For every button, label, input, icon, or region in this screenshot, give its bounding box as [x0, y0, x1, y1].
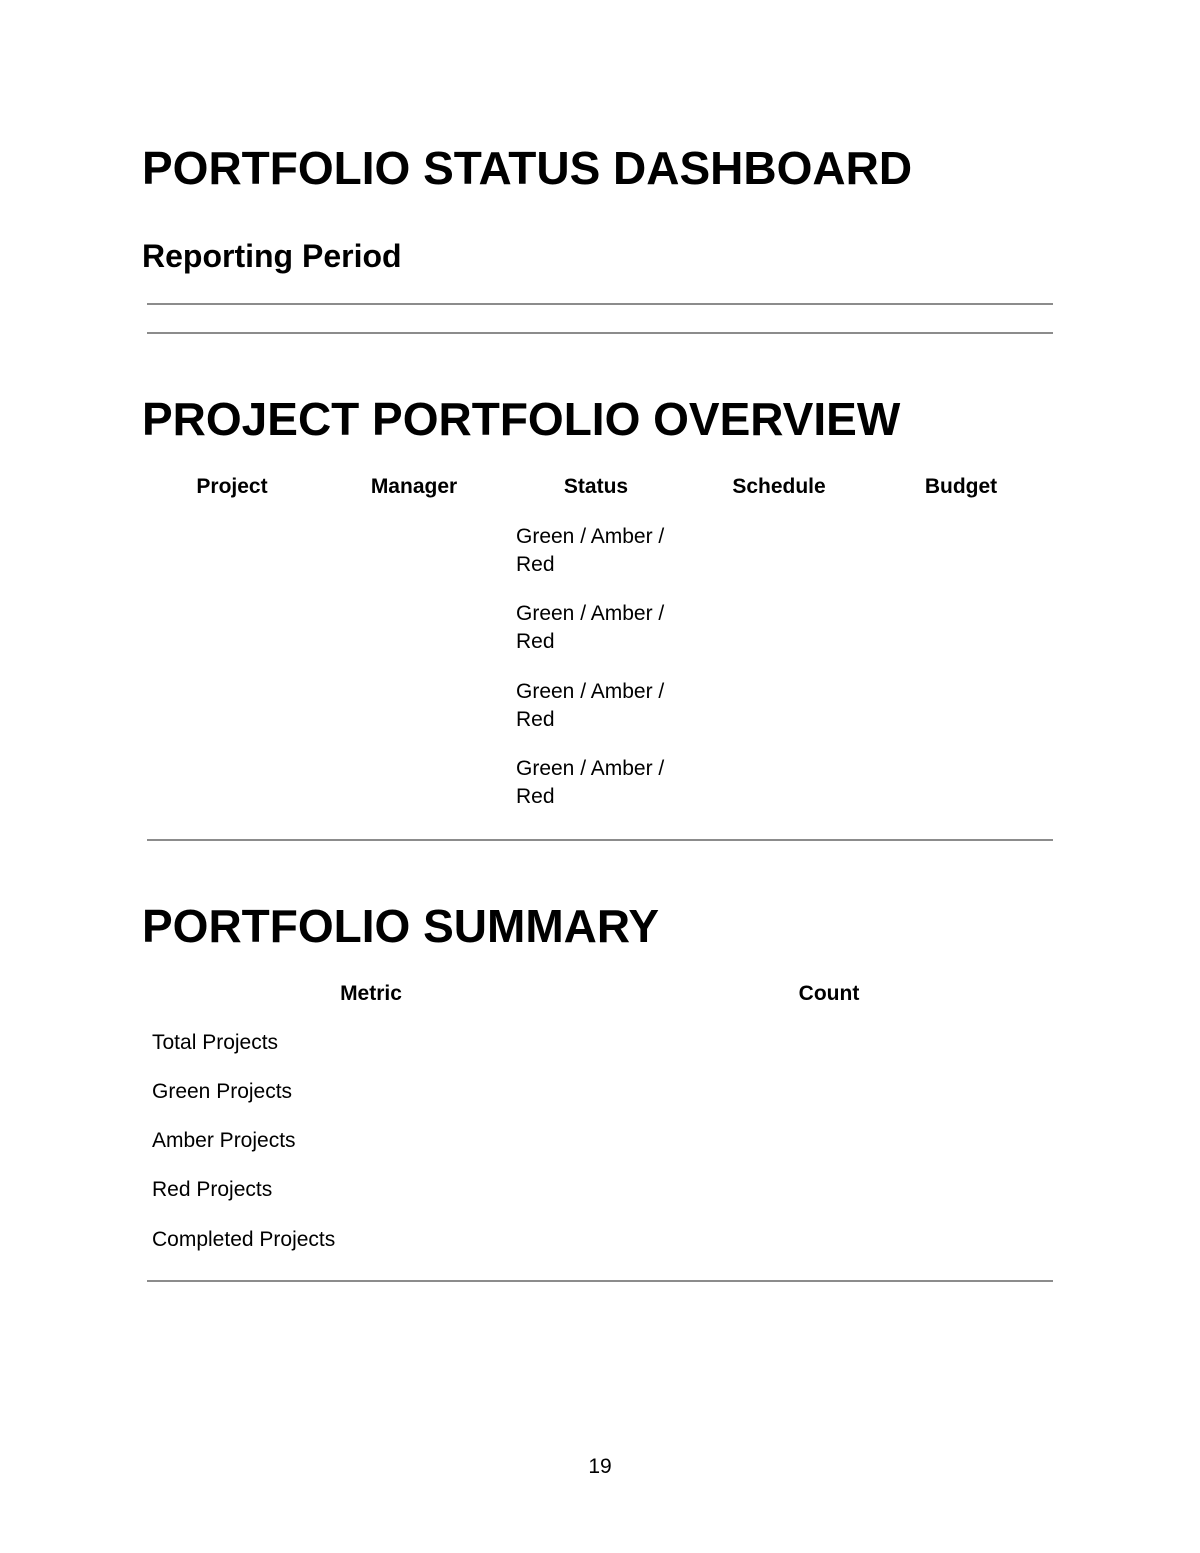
overview-header-status: Status: [563, 475, 629, 498]
reporting-period-label: Reporting Period: [142, 238, 402, 274]
page-number: 19: [588, 1455, 612, 1478]
document-title: PORTFOLIO STATUS DASHBOARD: [142, 142, 913, 194]
overview-row-1-status: Green / Amber / Red: [516, 525, 665, 576]
overview-header-manager: Manager: [370, 475, 458, 498]
summary-row-total-projects: Total Projects: [152, 1031, 279, 1054]
overview-header-project: Project: [196, 475, 268, 498]
summary-row-completed-projects: Completed Projects: [152, 1228, 336, 1251]
summary-header-count: Count: [798, 982, 860, 1005]
summary-header-metric: Metric: [340, 982, 402, 1005]
reporting-period-rule-bottom: [147, 332, 1053, 334]
summary-row-red-projects: Red Projects: [152, 1178, 273, 1201]
overview-heading: PROJECT PORTFOLIO OVERVIEW: [142, 393, 901, 445]
summary-row-green-projects: Green Projects: [152, 1080, 293, 1103]
overview-header-schedule: Schedule: [732, 475, 826, 498]
overview-row-4-status: Green / Amber / Red: [516, 757, 665, 808]
summary-table-rule: [147, 1280, 1053, 1282]
reporting-period-rule-top: [147, 303, 1053, 305]
overview-table-rule: [147, 839, 1053, 841]
summary-heading: PORTFOLIO SUMMARY: [142, 900, 660, 952]
overview-header-budget: Budget: [924, 475, 998, 498]
overview-row-2-status: Green / Amber / Red: [516, 602, 665, 653]
overview-row-3-status: Green / Amber / Red: [516, 680, 665, 731]
summary-row-amber-projects: Amber Projects: [152, 1129, 296, 1152]
